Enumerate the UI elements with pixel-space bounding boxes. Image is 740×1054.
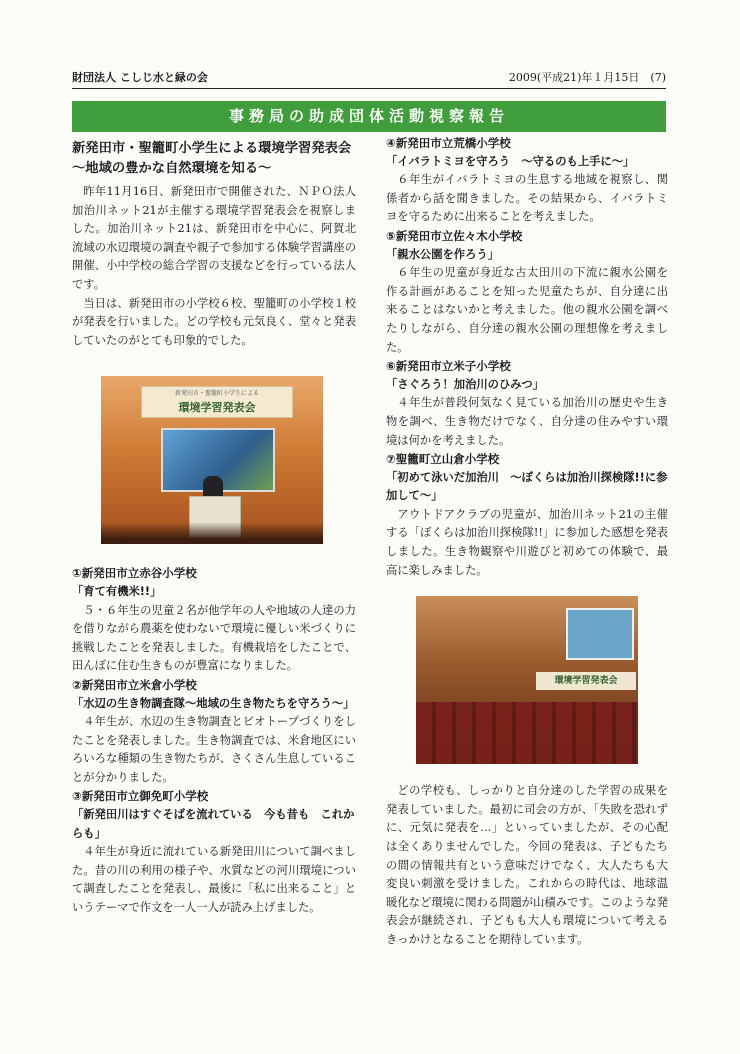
school-6-text: ４年生が普段何気なく見ている加治川の歴史や生き物を調べ、生き物だけでなく、自分達の住みやすい環境は何かを考えました。 <box>386 396 668 447</box>
section-banner: 事務局の助成団体活動視察報告 <box>72 101 666 132</box>
audience <box>101 522 323 544</box>
school-6-name: ⑥新発田市立米子小学校 <box>386 359 511 374</box>
school-4-name: ④新発田市立荒橋小学校 <box>386 136 511 150</box>
school-6-theme: 「さぐろう！加治川のひみつ」 <box>386 377 544 391</box>
school-4-theme: 「イバラトミヨを守ろう ～守るのも上手に～」 <box>386 154 635 168</box>
school-5-name: ⑤新発田市立佐々木小学校 <box>386 228 523 243</box>
school-5-text: ６年生の児童が身近な古太田川の下流に親水公園を作る計画があることを知った児童たちが、自分達に出来ることはないかと考えました。他の親水公園を調べたりしながら、自分達の親水公園の理想像を考えました。 <box>386 266 668 354</box>
right-column <box>386 134 668 950</box>
school-7-text: アウトドアクラブの児童が、加治川ネット21の主催する「ぼくらは加治川探検隊!!」に参加した感想を発表しました。生き物観察や川遊びと初めての体験で、最高に楽しみました。 <box>386 507 668 577</box>
school-3-text: ４年生が身近に流れている新発田川について調べました。昔の川の利用の様子や、水質などの河川環境について調査したことを発表し、最後に「私に出来ること」というテーマで作文を一人一人が読み上げました。 <box>72 845 356 915</box>
school-1-text: ５・６年生の児童２名が他学年の人や地域の人達の力を借りながら農薬を使わないで環境に優しい米づくりに挑戦したことを発表しました。有機栽培をしたことで、田んぼに住む生きものが豊富になりました。 <box>72 603 356 673</box>
school-3-theme: 「新発田川はすぐそばを流れている 今も昔も これからも」 <box>72 808 355 840</box>
school-2-name: ②新発田市立米倉小学校 <box>72 677 197 692</box>
page-header <box>72 69 666 87</box>
event-sign: 環境学習発表会 <box>536 672 636 690</box>
school-7-theme: 「初めて泳いだ加治川 ～ぼくらは加治川探検隊!!に参加して～」 <box>386 470 668 503</box>
projection-screen <box>566 608 634 660</box>
intro-paragraph-2: 当日は、新発田市の小学校６校、聖籠町の小学校１校が発表を行いました。どの学校も元気良く、堂々と発表していたのがとても印象的でした。 <box>72 296 356 347</box>
school-2-theme: 「水辺の生き物調査隊～地域の生き物たちを守ろう～」 <box>72 696 355 710</box>
organization-name: 財団法人 こしじ水と緑の会 <box>72 71 208 84</box>
auditorium-seats <box>416 702 638 764</box>
intro-paragraph-1: 昨年11月16日、新発田市で開催された、ＮＰＯ法人加治川ネット21が主催する環境学習発表会を視察しました。加治川ネット21は、新発田市を中心に、阿賀北流域の水辺環境の調査や親子で参加する体験学習講座の開催、小中学校の総合学習の支援などを行っている法人です。 <box>72 185 356 291</box>
school-4-text: ６年生がイバラトミヨの生息する地域を視察し、関係者から話を聞きました。その結果から、イバラトミヨを守るために出来ることを考えました。 <box>386 173 668 224</box>
closing-paragraph: どの学校も、しっかりと自分達のした学習の成果を発表していました。最初に司会の方が、「失敗を恐れずに、元気に発表を…」といっていましたが、その心配は全くありませんでした。今回の発表は、子どもたちの間の情報共有という意味だけでなく、大人たちも大変良い刺激を受けました。これからの時代は、地球温暖化など環境に関わる問題が山積みです。このような発表会が継続され、子どもも大人も環境について考えるきっかけとなることを期待しています。 <box>386 784 668 946</box>
left-column <box>72 139 356 918</box>
article-title: 新発田市・聖籠町小学生による環境学習発表会～地域の豊かな自然環境を知る～ <box>72 141 352 176</box>
header-rule <box>72 88 666 89</box>
event-sign: 新発田市・聖籠町小学生による 環境学習発表会 <box>141 386 293 418</box>
issue-date: 2009(平成21)年１月15日 (7) <box>508 71 666 84</box>
school-1-name: ①新発田市立赤谷小学校 <box>72 566 197 581</box>
presentation-photo <box>101 376 323 544</box>
school-7-name: ⑦聖籠町立山倉小学校 <box>386 452 500 467</box>
school-5-theme: 「親水公園を作ろう」 <box>386 247 499 261</box>
school-2-text: ４年生が、水辺の生き物調査とビオトープづくりをしたことを発表しました。生き物調査では、米倉地区にいろいろな種類の生き物たちが、さくさん生息していることが分かりました。 <box>72 715 356 784</box>
audience-photo <box>416 596 638 764</box>
school-1-theme: 「育て有機米!!」 <box>72 584 162 598</box>
school-3-name: ③新発田市立御免町小学校 <box>72 789 209 804</box>
